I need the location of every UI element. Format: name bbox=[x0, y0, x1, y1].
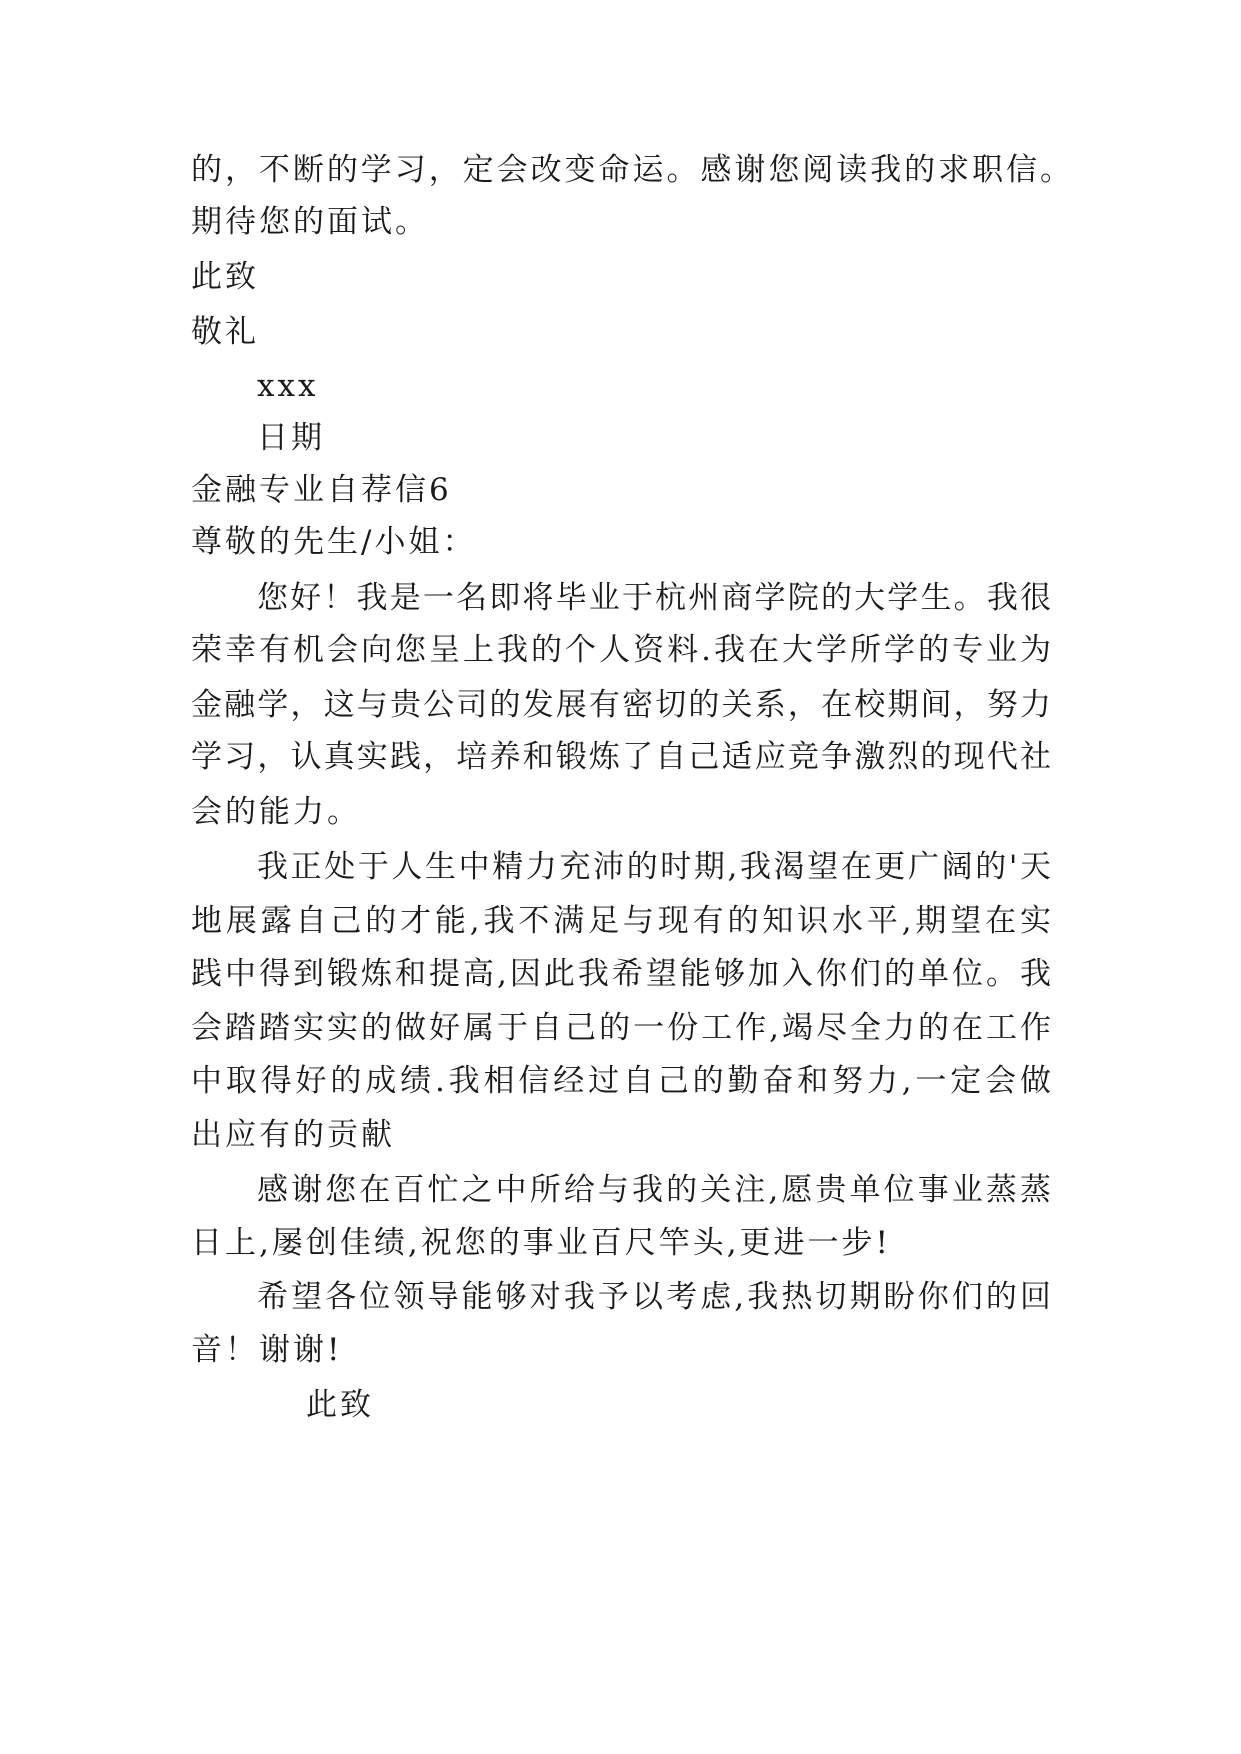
text-line: 会踏踏实实的做好属于自己的一份工作,竭尽全力的在工作 bbox=[191, 1010, 1051, 1046]
text-line: 音！谢谢! bbox=[191, 1332, 343, 1368]
closing-salutation: 此致 bbox=[191, 259, 259, 295]
closing-salutation: 此致 bbox=[306, 1387, 374, 1423]
closing-regards: 敬礼 bbox=[191, 314, 259, 350]
text-line: 学习，认真实践，培养和锻炼了自己适应竞争激烈的现代社 bbox=[191, 739, 1051, 775]
text-line: 感谢您在百忙之中所给与我的关注,愿贵单位事业蒸蒸 bbox=[257, 1172, 1051, 1208]
text-line: 地展露自己的才能,我不满足与现有的知识水平,期望在实 bbox=[191, 903, 1051, 939]
text-line: 会的能力。 bbox=[191, 794, 361, 830]
text-line: 的，不断的学习，定会改变命运。感谢您阅读我的求职信。 bbox=[191, 152, 1071, 188]
text-line: 期待您的面试。 bbox=[191, 204, 429, 240]
text-line: 您好！我是一名即将毕业于杭州商学院的大学生。我很 bbox=[257, 580, 1051, 616]
section-title: 金融专业自荐信6 bbox=[191, 472, 452, 508]
text-line: 践中得到锻炼和提高,因此我希望能够加入你们的单位。我 bbox=[191, 956, 1051, 992]
text-line: 希望各位领导能够对我予以考虑,我热切期盼你们的回 bbox=[257, 1279, 1051, 1315]
greeting: 尊敬的先生/小姐： bbox=[191, 524, 477, 560]
signature-name: xxx bbox=[257, 368, 319, 404]
signature-date: 日期 bbox=[257, 420, 325, 456]
text-line: 中取得好的成绩.我相信经过自己的勤奋和努力,一定会做 bbox=[191, 1063, 1051, 1099]
text-line: 日上,屡创佳绩,祝您的事业百尺竿头,更进一步! bbox=[191, 1225, 892, 1261]
text-line: 荣幸有机会向您呈上我的个人资料.我在大学所学的专业为 bbox=[191, 632, 1051, 668]
text-line: 金融学，这与贵公司的发展有密切的关系，在校期间，努力 bbox=[191, 687, 1051, 723]
text-line: 我正处于人生中精力充沛的时期,我渴望在更广阔的'天 bbox=[257, 849, 1051, 885]
text-line: 出应有的贡献 bbox=[191, 1117, 395, 1153]
